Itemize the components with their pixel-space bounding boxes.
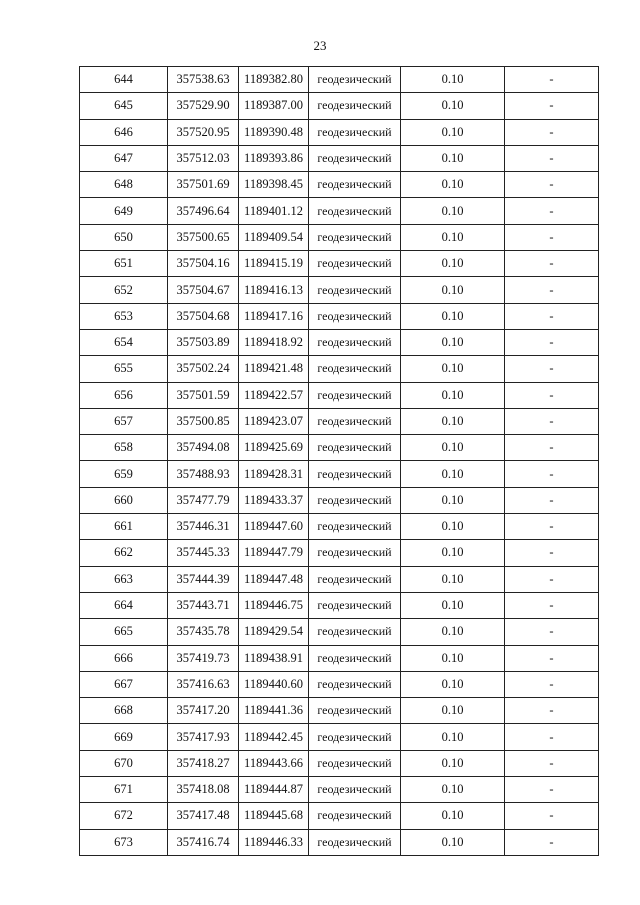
accuracy-cell: 0.10 — [401, 724, 505, 750]
method-cell: геодезический — [309, 198, 401, 224]
accuracy-cell: 0.10 — [401, 803, 505, 829]
method-cell: геодезический — [309, 382, 401, 408]
accuracy-cell: 0.10 — [401, 198, 505, 224]
table-row — [80, 224, 599, 250]
table-row — [80, 777, 599, 803]
y-coordinate-cell: 1189447.79 — [239, 540, 309, 566]
y-coordinate-cell: 1189442.45 — [239, 724, 309, 750]
table-row — [80, 119, 599, 145]
point-number-cell: 661 — [80, 514, 168, 540]
point-number-cell: 670 — [80, 750, 168, 776]
x-coordinate-cell: 357417.48 — [168, 803, 239, 829]
method-cell: геодезический — [309, 540, 401, 566]
y-coordinate-cell: 1189447.60 — [239, 514, 309, 540]
point-number-cell: 652 — [80, 277, 168, 303]
y-coordinate-cell: 1189401.12 — [239, 198, 309, 224]
notes-cell: - — [505, 566, 599, 592]
accuracy-cell: 0.10 — [401, 461, 505, 487]
notes-cell: - — [505, 67, 599, 93]
method-cell: геодезический — [309, 435, 401, 461]
method-cell: геодезический — [309, 408, 401, 434]
point-number-cell: 656 — [80, 382, 168, 408]
x-coordinate-cell: 357504.67 — [168, 277, 239, 303]
y-coordinate-cell: 1189387.00 — [239, 93, 309, 119]
table-row — [80, 435, 599, 461]
method-cell: геодезический — [309, 750, 401, 776]
x-coordinate-cell: 357529.90 — [168, 93, 239, 119]
notes-cell: - — [505, 251, 599, 277]
notes-cell: - — [505, 540, 599, 566]
point-number-cell: 672 — [80, 803, 168, 829]
y-coordinate-cell: 1189433.37 — [239, 487, 309, 513]
table-row — [80, 303, 599, 329]
y-coordinate-cell: 1189425.69 — [239, 435, 309, 461]
y-coordinate-cell: 1189422.57 — [239, 382, 309, 408]
table-row — [80, 566, 599, 592]
x-coordinate-cell: 357520.95 — [168, 119, 239, 145]
y-coordinate-cell: 1189398.45 — [239, 172, 309, 198]
point-number-cell: 663 — [80, 566, 168, 592]
table-row — [80, 329, 599, 355]
notes-cell: - — [505, 724, 599, 750]
point-number-cell: 662 — [80, 540, 168, 566]
method-cell: геодезический — [309, 277, 401, 303]
table-row — [80, 829, 599, 855]
y-coordinate-cell: 1189441.36 — [239, 698, 309, 724]
point-number-cell: 668 — [80, 698, 168, 724]
method-cell: геодезический — [309, 592, 401, 618]
table-row — [80, 408, 599, 434]
accuracy-cell: 0.10 — [401, 487, 505, 513]
notes-cell: - — [505, 514, 599, 540]
accuracy-cell: 0.10 — [401, 698, 505, 724]
accuracy-cell: 0.10 — [401, 566, 505, 592]
y-coordinate-cell: 1189446.75 — [239, 592, 309, 618]
y-coordinate-cell: 1189409.54 — [239, 224, 309, 250]
table-row — [80, 251, 599, 277]
table-row — [80, 382, 599, 408]
notes-cell: - — [505, 671, 599, 697]
y-coordinate-cell: 1189421.48 — [239, 356, 309, 382]
x-coordinate-cell: 357494.08 — [168, 435, 239, 461]
table-row — [80, 540, 599, 566]
notes-cell: - — [505, 382, 599, 408]
x-coordinate-cell: 357501.59 — [168, 382, 239, 408]
y-coordinate-cell: 1189418.92 — [239, 329, 309, 355]
y-coordinate-cell: 1189444.87 — [239, 777, 309, 803]
point-number-cell: 664 — [80, 592, 168, 618]
point-number-cell: 646 — [80, 119, 168, 145]
x-coordinate-cell: 357443.71 — [168, 592, 239, 618]
accuracy-cell: 0.10 — [401, 514, 505, 540]
notes-cell: - — [505, 592, 599, 618]
accuracy-cell: 0.10 — [401, 592, 505, 618]
y-coordinate-cell: 1189423.07 — [239, 408, 309, 434]
x-coordinate-cell: 357446.31 — [168, 514, 239, 540]
table-row — [80, 671, 599, 697]
accuracy-cell: 0.10 — [401, 750, 505, 776]
accuracy-cell: 0.10 — [401, 645, 505, 671]
method-cell: геодезический — [309, 224, 401, 250]
notes-cell: - — [505, 119, 599, 145]
point-number-cell: 667 — [80, 671, 168, 697]
point-number-cell: 654 — [80, 329, 168, 355]
x-coordinate-cell: 357477.79 — [168, 487, 239, 513]
x-coordinate-cell: 357444.39 — [168, 566, 239, 592]
x-coordinate-cell: 357418.27 — [168, 750, 239, 776]
accuracy-cell: 0.10 — [401, 67, 505, 93]
notes-cell: - — [505, 461, 599, 487]
method-cell: геодезический — [309, 724, 401, 750]
accuracy-cell: 0.10 — [401, 145, 505, 171]
notes-cell: - — [505, 145, 599, 171]
method-cell: геодезический — [309, 698, 401, 724]
accuracy-cell: 0.10 — [401, 329, 505, 355]
point-number-cell: 651 — [80, 251, 168, 277]
method-cell: геодезический — [309, 514, 401, 540]
point-number-cell: 658 — [80, 435, 168, 461]
accuracy-cell: 0.10 — [401, 93, 505, 119]
point-number-cell: 657 — [80, 408, 168, 434]
table-row — [80, 645, 599, 671]
point-number-cell: 669 — [80, 724, 168, 750]
method-cell: геодезический — [309, 619, 401, 645]
y-coordinate-cell: 1189417.16 — [239, 303, 309, 329]
table-row — [80, 198, 599, 224]
notes-cell: - — [505, 277, 599, 303]
x-coordinate-cell: 357504.68 — [168, 303, 239, 329]
table-row — [80, 803, 599, 829]
table-row — [80, 277, 599, 303]
y-coordinate-cell: 1189428.31 — [239, 461, 309, 487]
method-cell: геодезический — [309, 356, 401, 382]
y-coordinate-cell: 1189429.54 — [239, 619, 309, 645]
method-cell: геодезический — [309, 119, 401, 145]
accuracy-cell: 0.10 — [401, 356, 505, 382]
point-number-cell: 659 — [80, 461, 168, 487]
notes-cell: - — [505, 829, 599, 855]
table-row — [80, 487, 599, 513]
y-coordinate-cell: 1189438.91 — [239, 645, 309, 671]
notes-cell: - — [505, 303, 599, 329]
accuracy-cell: 0.10 — [401, 172, 505, 198]
coordinates-table — [79, 66, 599, 856]
accuracy-cell: 0.10 — [401, 277, 505, 303]
notes-cell: - — [505, 435, 599, 461]
table-row — [80, 514, 599, 540]
x-coordinate-cell: 357496.64 — [168, 198, 239, 224]
y-coordinate-cell: 1189445.68 — [239, 803, 309, 829]
notes-cell: - — [505, 698, 599, 724]
x-coordinate-cell: 357445.33 — [168, 540, 239, 566]
x-coordinate-cell: 357435.78 — [168, 619, 239, 645]
x-coordinate-cell: 357488.93 — [168, 461, 239, 487]
table-row — [80, 592, 599, 618]
x-coordinate-cell: 357416.74 — [168, 829, 239, 855]
point-number-cell: 660 — [80, 487, 168, 513]
method-cell: геодезический — [309, 93, 401, 119]
method-cell: геодезический — [309, 329, 401, 355]
notes-cell: - — [505, 619, 599, 645]
method-cell: геодезический — [309, 487, 401, 513]
table-row — [80, 461, 599, 487]
table-row — [80, 172, 599, 198]
y-coordinate-cell: 1189415.19 — [239, 251, 309, 277]
accuracy-cell: 0.10 — [401, 619, 505, 645]
table-row — [80, 698, 599, 724]
notes-cell: - — [505, 487, 599, 513]
y-coordinate-cell: 1189447.48 — [239, 566, 309, 592]
y-coordinate-cell: 1189446.33 — [239, 829, 309, 855]
table-body — [80, 67, 599, 856]
notes-cell: - — [505, 224, 599, 250]
y-coordinate-cell: 1189440.60 — [239, 671, 309, 697]
x-coordinate-cell: 357504.16 — [168, 251, 239, 277]
notes-cell: - — [505, 172, 599, 198]
point-number-cell: 650 — [80, 224, 168, 250]
method-cell: геодезический — [309, 145, 401, 171]
method-cell: геодезический — [309, 671, 401, 697]
y-coordinate-cell: 1189416.13 — [239, 277, 309, 303]
x-coordinate-cell: 357501.69 — [168, 172, 239, 198]
method-cell: геодезический — [309, 461, 401, 487]
method-cell: геодезический — [309, 172, 401, 198]
x-coordinate-cell: 357416.63 — [168, 671, 239, 697]
point-number-cell: 649 — [80, 198, 168, 224]
accuracy-cell: 0.10 — [401, 224, 505, 250]
method-cell: геодезический — [309, 829, 401, 855]
accuracy-cell: 0.10 — [401, 435, 505, 461]
point-number-cell: 645 — [80, 93, 168, 119]
x-coordinate-cell: 357512.03 — [168, 145, 239, 171]
notes-cell: - — [505, 803, 599, 829]
notes-cell: - — [505, 93, 599, 119]
x-coordinate-cell: 357419.73 — [168, 645, 239, 671]
notes-cell: - — [505, 198, 599, 224]
accuracy-cell: 0.10 — [401, 382, 505, 408]
point-number-cell: 648 — [80, 172, 168, 198]
y-coordinate-cell: 1189382.80 — [239, 67, 309, 93]
accuracy-cell: 0.10 — [401, 251, 505, 277]
point-number-cell: 671 — [80, 777, 168, 803]
accuracy-cell: 0.10 — [401, 540, 505, 566]
point-number-cell: 666 — [80, 645, 168, 671]
notes-cell: - — [505, 329, 599, 355]
accuracy-cell: 0.10 — [401, 303, 505, 329]
notes-cell: - — [505, 777, 599, 803]
method-cell: геодезический — [309, 303, 401, 329]
x-coordinate-cell: 357538.63 — [168, 67, 239, 93]
table-row — [80, 619, 599, 645]
accuracy-cell: 0.10 — [401, 829, 505, 855]
table-row — [80, 67, 599, 93]
point-number-cell: 673 — [80, 829, 168, 855]
x-coordinate-cell: 357502.24 — [168, 356, 239, 382]
x-coordinate-cell: 357417.93 — [168, 724, 239, 750]
table-row — [80, 750, 599, 776]
x-coordinate-cell: 357500.85 — [168, 408, 239, 434]
method-cell: геодезический — [309, 251, 401, 277]
accuracy-cell: 0.10 — [401, 777, 505, 803]
method-cell: геодезический — [309, 777, 401, 803]
y-coordinate-cell: 1189390.48 — [239, 119, 309, 145]
y-coordinate-cell: 1189443.66 — [239, 750, 309, 776]
accuracy-cell: 0.10 — [401, 408, 505, 434]
point-number-cell: 665 — [80, 619, 168, 645]
accuracy-cell: 0.10 — [401, 119, 505, 145]
table-row — [80, 93, 599, 119]
notes-cell: - — [505, 356, 599, 382]
notes-cell: - — [505, 408, 599, 434]
table-row — [80, 356, 599, 382]
notes-cell: - — [505, 645, 599, 671]
table-row — [80, 145, 599, 171]
y-coordinate-cell: 1189393.86 — [239, 145, 309, 171]
point-number-cell: 647 — [80, 145, 168, 171]
method-cell: геодезический — [309, 645, 401, 671]
x-coordinate-cell: 357417.20 — [168, 698, 239, 724]
method-cell: геодезический — [309, 803, 401, 829]
point-number-cell: 655 — [80, 356, 168, 382]
x-coordinate-cell: 357500.65 — [168, 224, 239, 250]
point-number-cell: 644 — [80, 67, 168, 93]
page-number: 23 — [313, 38, 327, 53]
accuracy-cell: 0.10 — [401, 671, 505, 697]
method-cell: геодезический — [309, 67, 401, 93]
notes-cell: - — [505, 750, 599, 776]
x-coordinate-cell: 357418.08 — [168, 777, 239, 803]
method-cell: геодезический — [309, 566, 401, 592]
table-row — [80, 724, 599, 750]
point-number-cell: 653 — [80, 303, 168, 329]
x-coordinate-cell: 357503.89 — [168, 329, 239, 355]
